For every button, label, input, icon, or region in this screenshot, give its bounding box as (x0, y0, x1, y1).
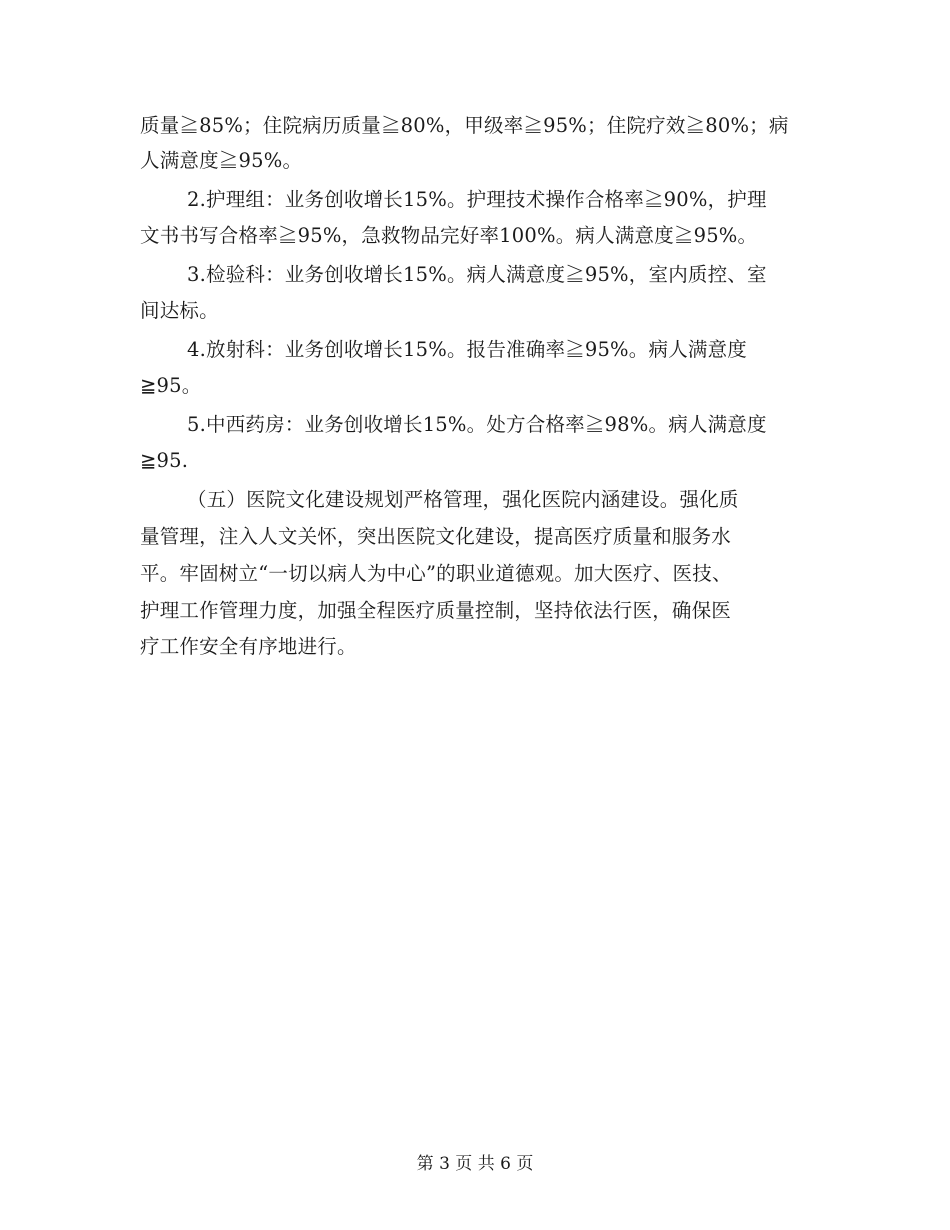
text-line: 质量≧85%；住院病历质量≧80%，甲级率≧95%；住院疗效≧80%；病 (140, 114, 789, 137)
text-line: 2.护理组：业务创收增长15%。护理技术操作合格率≧90%，护理 (187, 188, 767, 211)
text-line: 间达标。 (140, 299, 219, 322)
text-line: （五）医院文化建设规划严格管理，强化医院内涵建设。强化质 (187, 488, 739, 511)
text-line: 护理工作管理力度，加强全程医疗质量控制，坚持依法行医，确保医 (140, 599, 732, 622)
text-line: 量管理，注入人文关怀，突出医院文化建设，提高医疗质量和服务水 (140, 525, 732, 548)
text-line: ≧95. (140, 449, 189, 472)
page-number: 第 3 页 共 6 页 (416, 1154, 534, 1174)
text-line: 人满意度≧95%。 (140, 149, 303, 172)
text-line: 疗工作安全有序地进行。 (140, 635, 357, 658)
text-line: 平。牢固树立“一切以病人为中心”的职业道德观。加大医疗、医技、 (140, 562, 732, 585)
text-line: 4.放射科：业务创收增长15%。报告准确率≧95%。病人满意度 (187, 338, 747, 361)
text-line: ≧95。 (140, 374, 202, 397)
text-line: 3.检验科：业务创收增长15%。病人满意度≧95%，室内质控、室 (187, 263, 767, 286)
text-line: 文书书写合格率≧95%，急救物品完好率100%。病人满意度≧95%。 (140, 224, 758, 247)
text-line: 5.中西药房：业务创收增长15%。处方合格率≧98%。病人满意度 (187, 413, 767, 436)
